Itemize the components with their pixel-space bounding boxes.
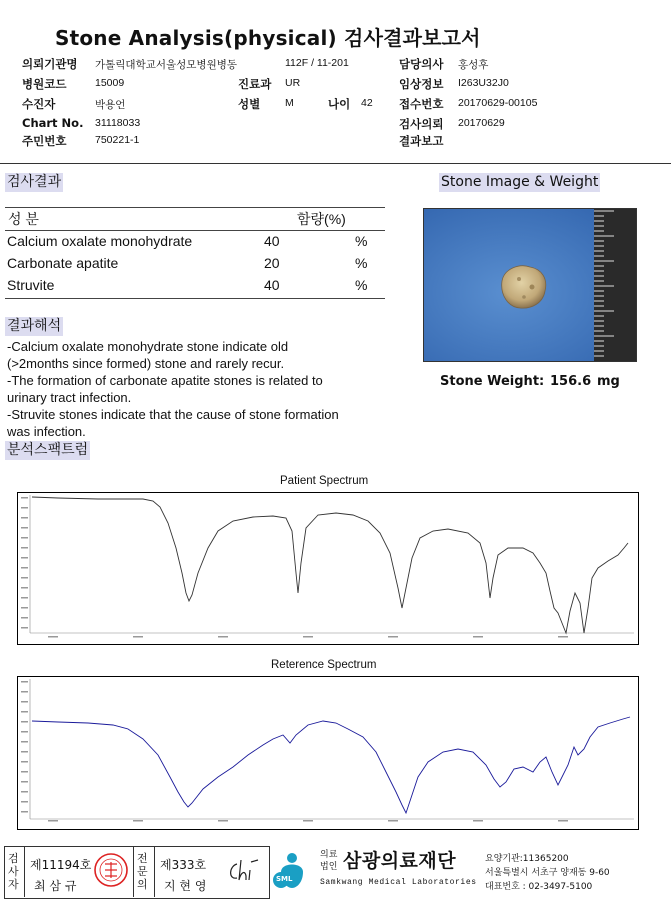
request-date-label: 검사의뢰 [399, 117, 444, 131]
reference-spectrum-plot [17, 676, 639, 830]
axis-tick-label [21, 527, 28, 529]
receipt-no-value: 20170629-00105 [458, 97, 538, 109]
axis-tick-label [218, 820, 228, 822]
axis-tick-label [21, 507, 28, 509]
sml-logo [271, 846, 313, 896]
institution-code: 요양기관:11365200 [485, 854, 569, 864]
axis-tick-label [303, 636, 313, 638]
resident-no-label: 주민번호 [22, 134, 67, 148]
hospital-code-label: 병원코드 [22, 77, 67, 91]
interpretation-line: (>2months since formed) stone and rarely recur. [7, 356, 285, 371]
patient-spectrum-plot [17, 492, 639, 645]
report-date-label: 결과보고 [399, 134, 444, 148]
result-name: Struvite [7, 277, 55, 293]
stone-photo-graphic [424, 209, 636, 361]
report-title: Stone Analysis(physical) 검사결과보고서 [55, 26, 481, 50]
axis-tick-label [473, 820, 483, 822]
result-value: 40 [264, 277, 280, 293]
axis-tick-label [21, 701, 28, 703]
axis-tick-label [21, 691, 28, 693]
doctor-label: 담당의사 [399, 57, 444, 71]
sex-label: 성별 [238, 97, 261, 111]
org-address: 서울특별시 서초구 양재동 9-60 [485, 868, 610, 878]
org-prefix-1: 의료 [320, 850, 338, 860]
axis-tick-label [21, 751, 28, 753]
dept-value: UR [285, 77, 301, 89]
clinical-info-label: 임상정보 [399, 77, 444, 91]
axis-tick-label [21, 497, 28, 499]
axis-tick-label [473, 636, 483, 638]
patient-spectrum-title: Patient Spectrum [280, 475, 369, 487]
ward-value: 112F / 11-201 [285, 57, 349, 69]
result-unit: % [355, 255, 368, 271]
interpretation-line: -The formation of carbonate apatite stones is related to [7, 373, 323, 388]
stone-weight-value: 156.6 [550, 374, 592, 389]
inspector-name: 최 삼 규 [34, 879, 77, 893]
results-rule-bottom [5, 298, 385, 299]
axis-tick-label [21, 761, 28, 763]
receipt-no-label: 접수번호 [399, 97, 444, 111]
results-rule-mid [5, 230, 385, 231]
chart-no-value: 31118033 [95, 117, 141, 129]
chart-no-label: Chart No. [22, 116, 84, 130]
axis-tick-label [21, 517, 28, 519]
axis-tick-label [21, 791, 28, 793]
doctor-value: 홍성후 [458, 59, 489, 71]
axis-tick-label [21, 731, 28, 733]
request-date-value: 20170629 [458, 117, 505, 129]
axis-tick-label [558, 636, 568, 638]
stone-weight-unit: mg [597, 374, 620, 389]
sex-value: M [285, 97, 294, 109]
axis-tick-label [558, 820, 568, 822]
patient-spectrum-graphic [18, 493, 638, 644]
reference-spectrum-graphic [18, 677, 638, 829]
stone-photo [423, 208, 637, 362]
axis-tick-label [21, 547, 28, 549]
org-phone: 대표번호 : 02-3497-5100 [485, 882, 593, 892]
dept-label: 진료과 [238, 77, 272, 91]
result-name: Calcium oxalate monohydrate [7, 233, 193, 249]
sml-logo-icon [271, 846, 313, 896]
inspector-label: 검사자 [8, 852, 19, 891]
hospital-code-value: 15009 [95, 77, 125, 89]
hospital-label: 의뢰기관명 [22, 57, 78, 71]
axis-tick-label [48, 636, 58, 638]
axis-tick-label [133, 820, 143, 822]
age-value: 42 [361, 97, 373, 109]
results-section-title: 검사결과 [7, 174, 62, 190]
header-divider [0, 163, 671, 164]
specialist-license-no: 제333호 [160, 858, 207, 872]
seal-icon [93, 852, 129, 888]
axis-tick-label [218, 636, 228, 638]
reference-spectrum-line [32, 717, 630, 813]
age-label: 나이 [328, 97, 351, 111]
stone-section-title: Stone Image & Weight [441, 174, 599, 190]
interpretation-section-title: 결과해석 [7, 318, 62, 334]
specialist-signature [225, 856, 259, 888]
org-name: 삼광의료재단 [343, 850, 457, 872]
stone-weight-label: Stone Weight: [440, 374, 545, 389]
axis-tick-label [21, 627, 28, 629]
axis-tick-label [21, 771, 28, 773]
axis-tick-label [21, 617, 28, 619]
result-unit: % [355, 233, 368, 249]
result-unit: % [355, 277, 368, 293]
hospital-value: 가톨릭대학교서울성모병원병동 [95, 59, 238, 71]
org-english-name: Samkwang Medical Laboratories [320, 878, 477, 887]
axis-tick-label [21, 587, 28, 589]
axis-tick-label [303, 820, 313, 822]
signature-icon [225, 856, 259, 888]
inspector-license-no: 제11194호 [30, 858, 92, 872]
axis-tick-label [21, 607, 28, 609]
axis-tick-label [21, 681, 28, 683]
axis-tick-label [21, 597, 28, 599]
spectrum-section-title: 분석스팩트럼 [7, 442, 89, 458]
axis-tick-label [21, 567, 28, 569]
result-name: Carbonate apatite [7, 255, 119, 271]
reference-spectrum-title: Reterence Spectrum [271, 659, 377, 671]
result-value: 20 [264, 255, 280, 271]
sml-logo-text: SML [276, 875, 293, 883]
axis-tick-label [21, 741, 28, 743]
clinical-info-value: I263U32J0 [458, 77, 509, 89]
specialist-name: 지 현 영 [164, 879, 207, 893]
axis-tick-label [388, 636, 398, 638]
specialist-label: 전문의 [137, 852, 148, 891]
results-rule-top [5, 207, 385, 208]
axis-tick-label [388, 820, 398, 822]
axis-tick-label [21, 811, 28, 813]
axis-tick-label [48, 820, 58, 822]
component-column-header: 성 분 [8, 211, 39, 227]
axis-tick-label [21, 721, 28, 723]
axis-tick-label [21, 557, 28, 559]
interpretation-line: was infection. [7, 424, 86, 439]
result-value: 40 [264, 233, 280, 249]
axis-tick-label [21, 577, 28, 579]
org-prefix-2: 법인 [320, 862, 338, 872]
axis-tick-label [21, 781, 28, 783]
interpretation-line: -Calcium oxalate monohydrate stone indicate old [7, 339, 289, 354]
axis-tick-label [21, 537, 28, 539]
patient-name-label: 수진자 [22, 97, 56, 111]
axis-tick-label [21, 801, 28, 803]
patient-name-value: 박용언 [95, 99, 126, 111]
interpretation-line: -Struvite stones indicate that the cause of stone formation [7, 407, 339, 422]
axis-tick-label [21, 711, 28, 713]
resident-no-value: 750221-1 [95, 134, 140, 146]
amount-column-header: 함량(%) [297, 211, 346, 227]
interpretation-line: urinary tract infection. [7, 390, 132, 405]
axis-tick-label [133, 636, 143, 638]
patient-spectrum-line [32, 497, 628, 633]
inspector-seal [93, 852, 129, 888]
